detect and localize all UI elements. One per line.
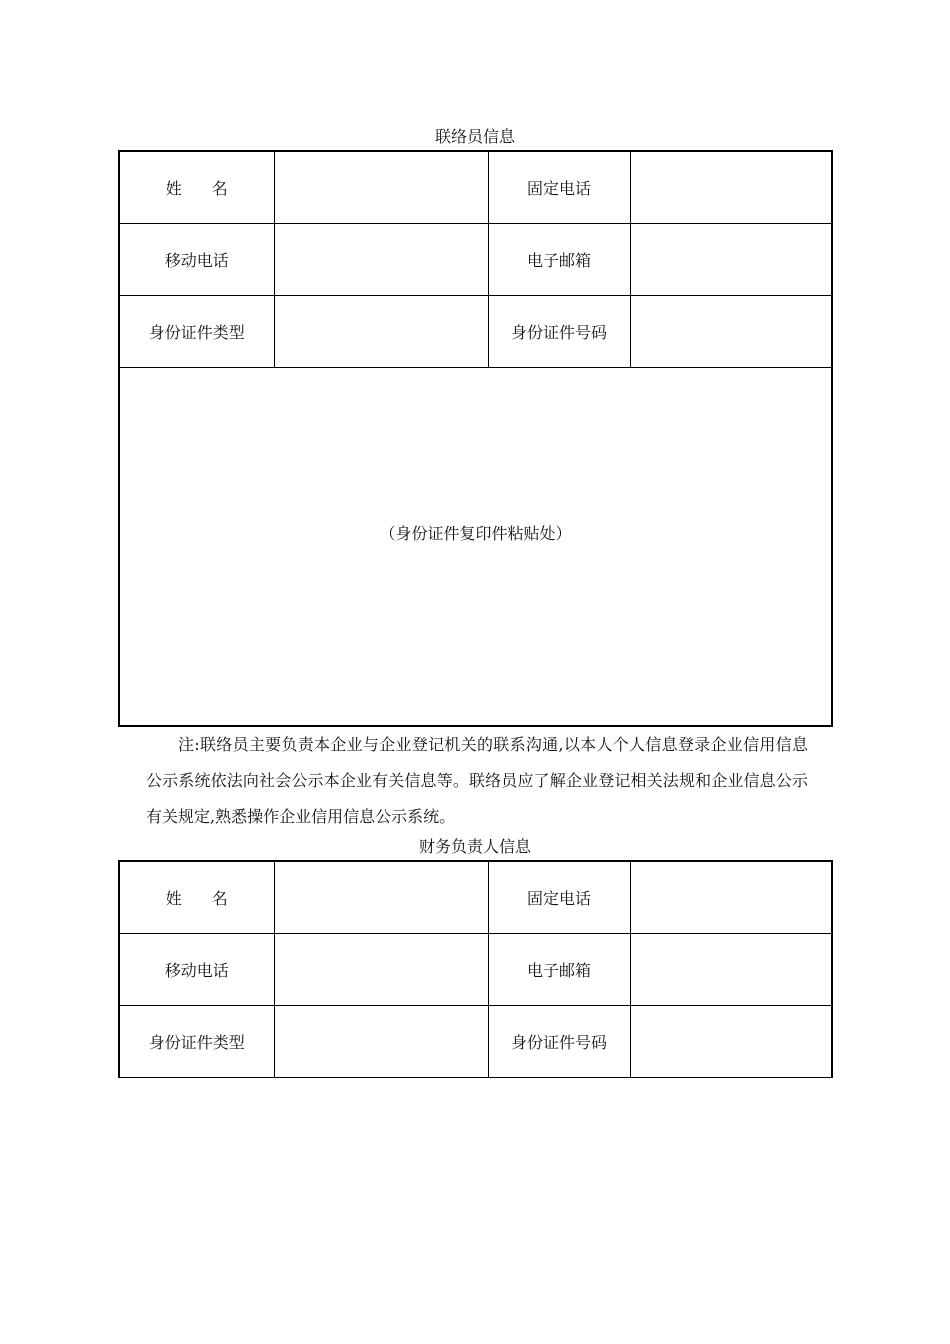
contact-email-field[interactable] <box>630 224 832 296</box>
contact-info-table <box>118 150 833 727</box>
finance-landline-label: 固定电话 <box>488 861 630 934</box>
contact-id-type-field[interactable] <box>274 296 488 368</box>
contact-id-number-label: 身份证件号码 <box>488 296 630 368</box>
finance-section-title: 财务负责人信息 <box>418 837 531 856</box>
contact-row-name <box>119 151 832 224</box>
contact-row-id <box>119 296 832 368</box>
finance-email-label: 电子邮箱 <box>488 934 630 1006</box>
contact-id-number-field[interactable] <box>630 296 832 368</box>
contact-name-label: 姓 名 <box>119 151 274 224</box>
contact-row-paste <box>119 368 832 726</box>
finance-info-table <box>118 860 833 1078</box>
finance-row-id <box>119 1006 832 1078</box>
contact-name-field[interactable] <box>274 151 488 224</box>
finance-id-number-field[interactable] <box>630 1006 832 1078</box>
finance-landline-field[interactable] <box>630 861 832 934</box>
finance-row-name <box>119 861 832 934</box>
id-copy-paste-area: （身份证件复印件粘贴处） <box>119 368 832 726</box>
contact-id-type-label: 身份证件类型 <box>119 296 274 368</box>
finance-id-number-label: 身份证件号码 <box>488 1006 630 1078</box>
finance-id-type-label: 身份证件类型 <box>119 1006 274 1078</box>
finance-mobile-label: 移动电话 <box>119 934 274 1006</box>
finance-name-field[interactable] <box>274 861 488 934</box>
contact-section-title: 联络员信息 <box>434 127 515 146</box>
contact-mobile-field[interactable] <box>274 224 488 296</box>
contact-mobile-label: 移动电话 <box>119 224 274 296</box>
finance-id-type-field[interactable] <box>274 1006 488 1078</box>
contact-landline-label: 固定电话 <box>488 151 630 224</box>
contact-email-label: 电子邮箱 <box>488 224 630 296</box>
contact-row-mobile <box>119 224 832 296</box>
finance-email-field[interactable] <box>630 934 832 1006</box>
finance-name-label: 姓 名 <box>119 861 274 934</box>
finance-row-mobile <box>119 934 832 1006</box>
finance-mobile-field[interactable] <box>274 934 488 1006</box>
contact-note: 注:联络员主要负责本企业与企业登记机关的联系沟通,以本人个人信息登录企业信用信息公示系统依法向社会公示本企业有关信息等。联络员应了解企业登记相关法规和企业信息公示有关规定,熟悉操作企业信用信息公示系统。 <box>146 735 808 826</box>
contact-landline-field[interactable] <box>630 151 832 224</box>
